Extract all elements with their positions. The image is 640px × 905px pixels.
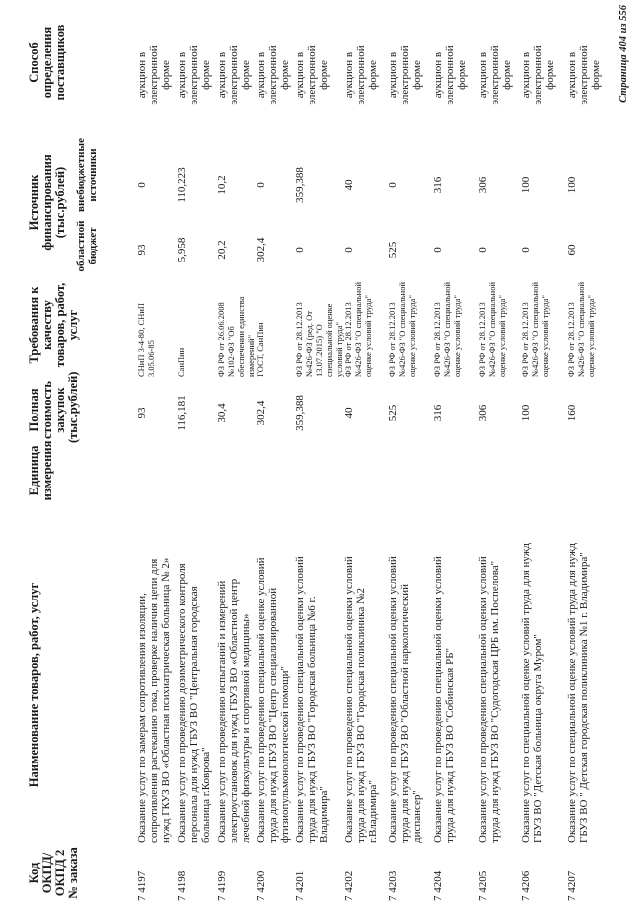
row-requirements: ФЗ РФ от 28.12.2013 №426-ФЗ "О специальной оценке условий труда" bbox=[343, 281, 373, 377]
header-unit: Единица измерения bbox=[27, 440, 54, 501]
row-method: аукцион в электронной форме bbox=[216, 45, 252, 105]
header-funding: Источник финансирования (тыс.рублей) bbox=[27, 154, 67, 251]
row-name: Оказание услуг по проведению специальной оценки условий труда для нужд ГБУЗ ВО "Собинская РБ" bbox=[432, 556, 456, 843]
row-name: Оказание услуг по проведению специальной оценке условий труда для нужд ГБУЗ ВО "Центр специализированной фтизиопульмонологической помощи" bbox=[255, 557, 291, 843]
row-regional: 0 bbox=[520, 247, 532, 253]
row-name: Оказание услуг по проведению специальной оценки условий труда для нужд ГБУЗ ВО "Городская больница №6 г. Владимира" bbox=[294, 556, 330, 843]
header-name: Наименование товаров, работ, услуг bbox=[27, 582, 41, 788]
row-code: 7 4204 bbox=[432, 870, 444, 901]
row-regional: 5,958 bbox=[176, 237, 188, 263]
row-extra: 0 bbox=[255, 182, 267, 188]
row-name: Оказание услуг по замерам сопротивления изоляции, сопротивления растеканию тока, проверке наличия цепи для нужд ГКУЗ ВО «Областная психиатрическая больница № 2» bbox=[136, 557, 172, 843]
row-requirements: ФЗ РФ от 28.12.2013 №426-ФЗ "О специальной оценке условий труда" bbox=[477, 281, 507, 377]
row-code: 7 4199 bbox=[216, 870, 228, 901]
row-regional: 0 bbox=[432, 247, 444, 253]
row-code: 7 4202 bbox=[343, 870, 355, 901]
row-total: 40 bbox=[343, 407, 355, 419]
row-extra: 306 bbox=[477, 176, 489, 194]
row-method: аукцион в электронной форме bbox=[387, 45, 423, 105]
row-extra: 100 bbox=[520, 176, 532, 194]
row-code: 7 4205 bbox=[477, 870, 489, 901]
row-requirements: СанПин bbox=[176, 347, 186, 377]
row-regional: 0 bbox=[477, 247, 489, 253]
header-funding-extra: внебюджетные источники bbox=[75, 138, 99, 212]
row-total: 525 bbox=[387, 404, 399, 422]
row-extra: 100 bbox=[566, 176, 578, 194]
row-requirements: ФЗ РФ от 28.12.2013 №426-ФЗ "О специальной оценке условий труда" bbox=[387, 281, 417, 377]
row-name: Оказание услуг по специальной оценке условий труда для нужд ГБУЗ ВО "Детская больница округа Муром" bbox=[520, 543, 544, 843]
row-code: 7 4197 bbox=[136, 870, 148, 901]
row-requirements: ФЗ РФ от 26.06.2008 №102-ФЗ "Об обеспечении единства измерений" bbox=[216, 296, 256, 377]
row-method: аукцион в электронной форме bbox=[255, 45, 291, 105]
row-extra: 316 bbox=[432, 176, 444, 194]
row-regional: 0 bbox=[294, 247, 306, 253]
row-requirements: ГОСТ, СанПин bbox=[255, 322, 265, 377]
header-method: Способ определения поставщиков bbox=[27, 24, 67, 101]
row-requirements: ФЗ РФ от 28.12.2013 №426-ФЗ "О специальной оценке условий труда" bbox=[432, 281, 462, 377]
row-code: 7 4198 bbox=[176, 870, 188, 901]
row-name: Оказание услуг по проведению специальной оценки условий труда для нужд ГБУЗ ВО "Судогодская ЦРБ им. Поспелова" bbox=[477, 556, 501, 843]
row-name: Оказание услуг по проведению испытаний и измерений электроустановок для нужд ГБУЗ ВО «Областной центр лечебной физкультуры и спортивной медицины» bbox=[216, 578, 252, 843]
row-total: 93 bbox=[136, 407, 148, 419]
row-total: 359,388 bbox=[294, 395, 306, 431]
row-requirements: ФЗ РФ от 28.12.2013 №426-ФЗ "О специальной оценке условий труда" bbox=[520, 281, 550, 377]
row-code: 7 4206 bbox=[520, 870, 532, 901]
row-total: 302,4 bbox=[255, 400, 267, 426]
row-requirements: СНиП 3-4-80, СНиП 3.05.06-85 bbox=[136, 302, 156, 377]
row-name: Оказание услуг по проведению специальной оценки условий труда для нужд ГБУЗ ВО "Городская поликлиника №2 г.Владимира" bbox=[343, 556, 379, 843]
row-extra: 110,223 bbox=[176, 167, 188, 203]
header-funding-regional: областной бюджет bbox=[75, 220, 99, 272]
row-regional: 0 bbox=[343, 247, 355, 253]
row-method: аукцион в электронной форме bbox=[520, 45, 556, 105]
row-code: 7 4207 bbox=[566, 870, 578, 901]
row-regional: 60 bbox=[566, 244, 578, 256]
row-name: Оказание услуг по проведению специальной оценки условий труда для нужд ГБУЗ ВО "Областной наркологический диспансер" bbox=[387, 556, 423, 843]
row-method: аукцион в электронной форме bbox=[136, 45, 172, 105]
row-total: 30,4 bbox=[216, 403, 228, 423]
row-method: аукцион в электронной форме bbox=[176, 45, 212, 105]
row-code: 7 4201 bbox=[294, 870, 306, 901]
row-regional: 20,2 bbox=[216, 240, 228, 260]
row-code: 7 4203 bbox=[387, 870, 399, 901]
row-extra: 359,388 bbox=[294, 167, 306, 203]
row-method: аукцион в электронной форме bbox=[566, 45, 602, 105]
row-method: аукцион в электронной форме bbox=[477, 45, 513, 105]
page-number: Страница 404 из 556 bbox=[618, 5, 629, 103]
header-code: Код ОКПД/ ОКПД 2 № заказа bbox=[27, 847, 80, 899]
row-name: Оказание услуг по специальной оценке условий труда для нужд ГБУЗ ВО " Детская городская поликлиника №1 г. Владимира" bbox=[566, 543, 590, 843]
row-extra: 0 bbox=[387, 182, 399, 188]
row-method: аукцион в электронной форме bbox=[343, 45, 379, 105]
row-total: 100 bbox=[520, 404, 532, 422]
row-code: 7 4200 bbox=[255, 870, 267, 901]
row-total: 316 bbox=[432, 404, 444, 422]
row-total: 160 bbox=[566, 404, 578, 422]
row-regional: 525 bbox=[387, 241, 399, 259]
row-extra: 10,2 bbox=[216, 175, 228, 195]
header-requirements: Требования к качеству товаров, работ, услуг bbox=[27, 282, 80, 368]
row-requirements: ФЗ РФ от 28.12.2013 №426-ФЗ "О специальной оценке условий труда" bbox=[566, 281, 596, 377]
row-extra: 40 bbox=[343, 179, 355, 191]
row-requirements: ФЗ РФ от 28.12.2013 №426-ФЗ (ред. От 13.07.2015) "О специальной оценке условий труда" bbox=[294, 302, 344, 377]
row-name: Оказание услуг по проведению дозиметрического контроля персонала для нужд ГБУЗ ВО "Центральная городская больница г.Коврова" bbox=[176, 563, 212, 843]
row-total: 306 bbox=[477, 404, 489, 422]
row-regional: 302,4 bbox=[255, 237, 267, 263]
row-regional: 93 bbox=[136, 244, 148, 256]
header-total: Полная стоимость закупок (тыс.рублей) bbox=[27, 371, 80, 443]
row-method: аукцион в электронной форме bbox=[294, 45, 330, 105]
row-extra: 0 bbox=[136, 182, 148, 188]
row-total: 116,181 bbox=[176, 395, 188, 431]
row-method: аукцион в электронной форме bbox=[432, 45, 468, 105]
